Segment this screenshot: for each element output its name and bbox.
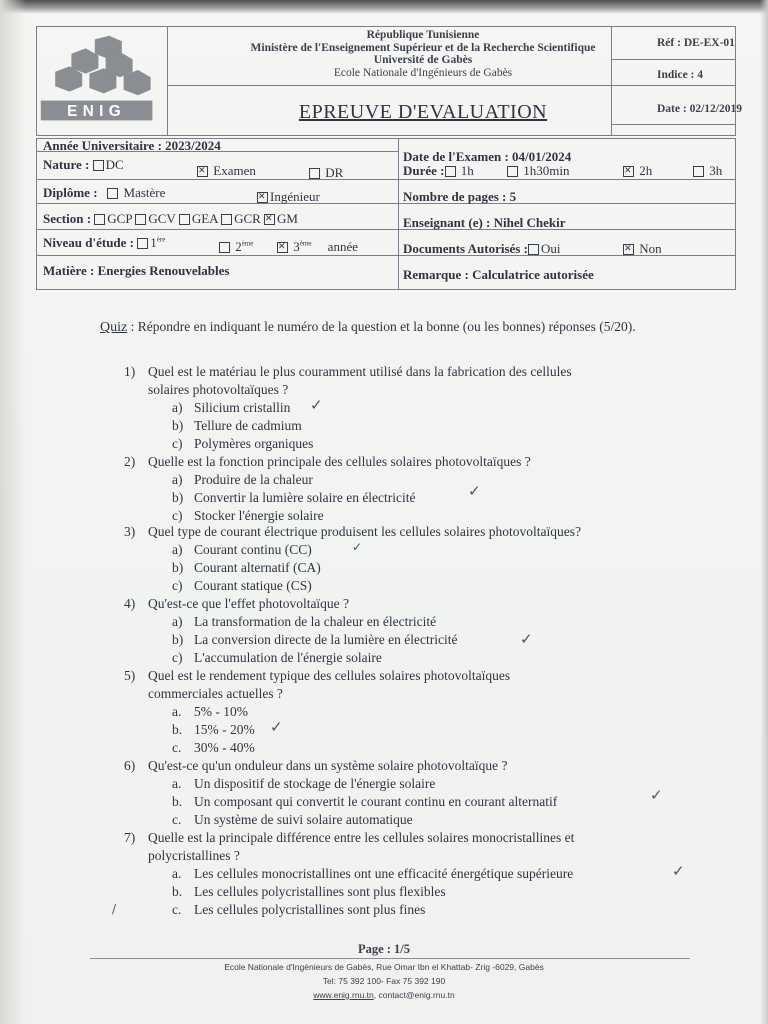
check-mark: ✓ bbox=[352, 540, 363, 554]
duree-label: Durée : bbox=[403, 163, 445, 178]
option-marker: b) bbox=[172, 560, 184, 575]
footer-rule bbox=[90, 958, 690, 959]
question-text: Quelle est la principale différence entre les cellules solaires monocristallines et bbox=[148, 830, 575, 845]
niveau-1-label: 1 bbox=[150, 235, 157, 250]
ministry-line: Ministère de l'Enseignement Supérieur et de la Recherche Scientifique bbox=[250, 41, 596, 54]
option-text[interactable]: Un dispositif de stockage de l'énergie solaire bbox=[194, 776, 436, 791]
enseignant: Enseignant (e) : Nihel Chekir bbox=[403, 215, 566, 230]
gcv-checkbox[interactable] bbox=[135, 214, 146, 225]
matiere: Matière : Energies Renouvelables bbox=[43, 263, 230, 278]
nature-label: Nature : bbox=[43, 157, 90, 172]
question-text: Quel est le rendement typique des cellules solaires photovoltaïques bbox=[148, 668, 511, 683]
option-text[interactable]: Convertir la lumière solaire en électricité bbox=[194, 490, 416, 505]
duree-1h-checkbox[interactable] bbox=[445, 166, 456, 177]
option-marker: a. bbox=[172, 866, 182, 881]
ref-code: Réf : DE-EX-01 bbox=[657, 37, 735, 49]
option-text[interactable]: Courant continu (CC) bbox=[194, 542, 312, 557]
ingenieur-checkbox[interactable] bbox=[257, 192, 268, 203]
option-marker: c) bbox=[172, 508, 183, 523]
ministry-line: Ecole Nationale d'Ingénieurs de Gabès bbox=[333, 66, 513, 79]
niveau-row bbox=[43, 235, 165, 251]
indice: Indice : 4 bbox=[657, 69, 703, 81]
option-text[interactable]: 15% - 20% bbox=[194, 722, 255, 737]
check-mark: ✓ bbox=[310, 396, 323, 414]
exam-header bbox=[36, 26, 742, 136]
option-text[interactable]: Produire de la chaleur bbox=[194, 472, 313, 487]
duree-3h-checkbox[interactable] bbox=[693, 166, 704, 177]
question-number: 3) bbox=[124, 524, 136, 539]
question-text: Qu'est-ce qu'un onduleur dans un système solaire photovoltaïque ? bbox=[148, 758, 508, 773]
dc-label: DC bbox=[105, 157, 124, 172]
duree-1h-label: 1h bbox=[460, 163, 474, 178]
gm-label: GM bbox=[277, 211, 298, 226]
option-text[interactable]: Courant statique (CS) bbox=[194, 578, 312, 593]
question-text: solaires photovoltaïques ? bbox=[148, 382, 289, 397]
gcp-checkbox[interactable] bbox=[94, 214, 105, 225]
question-number: 7) bbox=[124, 830, 136, 845]
duree-2h-option bbox=[623, 163, 652, 179]
footer-tel: Tel: 75 392 100- Fax 75 392 190 bbox=[322, 976, 446, 986]
pen-mark: / bbox=[112, 902, 117, 916]
mastere-checkbox[interactable] bbox=[107, 188, 118, 199]
option-text[interactable]: Courant alternatif (CA) bbox=[194, 560, 321, 575]
ministry-line: Université de Gabès bbox=[373, 54, 473, 66]
option-text[interactable]: La conversion directe de la lumière en électricité bbox=[194, 632, 458, 647]
nature-row bbox=[43, 157, 124, 173]
option-text[interactable]: Un système de suivi solaire automatique bbox=[194, 812, 413, 827]
examen-option bbox=[197, 163, 256, 179]
enig-logo bbox=[39, 29, 165, 129]
quiz-label: Quiz bbox=[100, 320, 128, 335]
option-text[interactable]: Tellure de cadmium bbox=[194, 418, 302, 433]
option-marker: b) bbox=[172, 632, 184, 647]
option-text[interactable]: Les cellules monocristallines ont une efficacité énergétique supérieure bbox=[194, 866, 574, 881]
niveau-2-option bbox=[219, 239, 253, 255]
option-text[interactable]: 5% - 10% bbox=[194, 704, 248, 719]
option-text[interactable]: Les cellules polycristallines sont plus flexibles bbox=[194, 884, 446, 899]
header-date: Date : 02/12/2019 bbox=[657, 103, 742, 115]
option-marker: a. bbox=[172, 776, 182, 791]
dc-checkbox[interactable] bbox=[93, 160, 104, 171]
niveau-3-checkbox[interactable] bbox=[277, 242, 288, 253]
option-marker: b) bbox=[172, 490, 184, 505]
scan-edge bbox=[760, 0, 768, 1024]
question-number: 6) bbox=[124, 758, 136, 773]
question-number: 2) bbox=[124, 454, 136, 469]
gm-checkbox[interactable] bbox=[264, 214, 275, 225]
question-text: Quel type de courant électrique produisent les cellules solaires photovoltaïques? bbox=[148, 524, 581, 539]
documents-label: Documents Autorisés : bbox=[403, 241, 528, 256]
ingenieur-option bbox=[257, 189, 320, 205]
remarque: Remarque : Calculatrice autorisée bbox=[403, 267, 594, 282]
gcr-label: GCR bbox=[234, 211, 261, 226]
section-label: Section : bbox=[43, 211, 92, 226]
niveau-3-sup: ème bbox=[299, 239, 312, 248]
check-mark: ✓ bbox=[672, 862, 685, 880]
gea-label: GEA bbox=[191, 211, 218, 226]
footer-website-link[interactable]: www.enig.rnu.tn bbox=[313, 990, 374, 1000]
niveau-2-checkbox[interactable] bbox=[219, 242, 230, 253]
duree-1h30-checkbox[interactable] bbox=[507, 166, 518, 177]
footer-contact: , contact@enig.rnu.tn bbox=[373, 990, 455, 1000]
duree-1h30-label: 1h30min bbox=[523, 163, 570, 178]
documents-row bbox=[403, 241, 560, 257]
option-marker: a) bbox=[172, 614, 183, 629]
option-marker: c. bbox=[172, 902, 182, 917]
option-marker: a) bbox=[172, 400, 183, 415]
ministry-block bbox=[203, 29, 643, 79]
examen-label: Examen bbox=[213, 163, 256, 178]
examen-checkbox[interactable] bbox=[197, 166, 208, 177]
option-marker: c. bbox=[172, 740, 182, 755]
ministry-line: République Tunisienne bbox=[366, 29, 480, 41]
duree-1h30-option bbox=[507, 163, 569, 179]
check-mark: ✓ bbox=[520, 630, 533, 648]
niveau-label: Niveau d'étude : bbox=[43, 235, 134, 250]
scan-shadow bbox=[0, 0, 768, 14]
option-marker: c) bbox=[172, 650, 183, 665]
dr-label: DR bbox=[325, 165, 344, 180]
option-text[interactable]: Silicium cristallin bbox=[194, 400, 291, 415]
check-mark: ✓ bbox=[270, 718, 283, 736]
gcp-label: GCP bbox=[107, 211, 133, 226]
option-marker: a. bbox=[172, 704, 182, 719]
option-text[interactable]: L'accumulation de l'énergie solaire bbox=[194, 650, 382, 665]
option-marker: a) bbox=[172, 542, 183, 557]
option-text[interactable]: Polymères organiques bbox=[194, 436, 314, 451]
option-marker: c. bbox=[172, 812, 182, 827]
duree-3h-label: 3h bbox=[709, 163, 723, 178]
diplome-row bbox=[43, 185, 165, 201]
question-number: 4) bbox=[124, 596, 136, 611]
documents-non-checkbox[interactable] bbox=[623, 244, 634, 255]
duree-2h-checkbox[interactable] bbox=[623, 166, 634, 177]
option-text[interactable]: Un composant qui convertit le courant continu en courant alternatif bbox=[194, 794, 558, 809]
ingenieur-label: Ingénieur bbox=[270, 189, 320, 204]
question-text: Qu'est-ce que l'effet photovoltaïque ? bbox=[148, 596, 350, 611]
page-title: EPREUVE D'EVALUATION bbox=[298, 101, 548, 123]
niveau-1-checkbox[interactable] bbox=[137, 238, 148, 249]
question-text: polycristallines ? bbox=[148, 848, 240, 863]
documents-non-option bbox=[623, 241, 662, 257]
duree-3h-option bbox=[693, 163, 722, 179]
footer-web bbox=[0, 990, 768, 1000]
option-marker: b) bbox=[172, 418, 184, 433]
section-row bbox=[43, 211, 298, 227]
dr-checkbox[interactable] bbox=[309, 168, 320, 179]
option-marker: a) bbox=[172, 472, 183, 487]
option-text[interactable]: 30% - 40% bbox=[194, 740, 255, 755]
question-number: 5) bbox=[124, 668, 136, 683]
check-mark: ✓ bbox=[650, 786, 663, 804]
question-text: Quel est le matériau le plus couramment utilisé dans la fabrication des cellules bbox=[148, 364, 572, 379]
footer-address: Ecole Nationale d'Ingénieurs de Gabès, Rue Omar Ibn el Khattab- Zrig -6029, Gabès bbox=[224, 962, 544, 972]
check-mark: ✓ bbox=[468, 482, 481, 500]
question-number: 1) bbox=[124, 364, 136, 379]
documents-non-label: Non bbox=[639, 241, 662, 256]
exam-info-table bbox=[36, 138, 736, 290]
gea-checkbox[interactable] bbox=[179, 214, 190, 225]
question-text: commerciales actuelles ? bbox=[148, 686, 283, 701]
option-text[interactable]: Stocker l'énergie solaire bbox=[194, 508, 324, 523]
nombre-pages: Nombre de pages : 5 bbox=[403, 189, 517, 204]
scan-shade bbox=[0, 0, 26, 1024]
niveau-3-label: 3 bbox=[293, 239, 300, 254]
niveau-2-label: 2 bbox=[235, 239, 242, 254]
dr-option bbox=[309, 165, 343, 181]
niveau-3-option bbox=[277, 239, 358, 255]
option-marker: b. bbox=[172, 884, 183, 899]
option-text[interactable]: La transformation de la chaleur en électricité bbox=[194, 614, 437, 629]
logo-text: ENIG bbox=[67, 102, 127, 120]
diplome-label: Diplôme : bbox=[43, 185, 98, 200]
gcr-checkbox[interactable] bbox=[221, 214, 232, 225]
gcv-label: GCV bbox=[148, 211, 176, 226]
option-marker: b. bbox=[172, 722, 183, 737]
annee-universitaire: Année Universitaire : 2023/2024 bbox=[43, 138, 221, 153]
page-number: Page : 1/5 bbox=[357, 942, 411, 956]
niveau-annee: année bbox=[327, 239, 358, 254]
duree-row bbox=[403, 163, 474, 179]
mastere-label: Mastère bbox=[123, 185, 166, 200]
niveau-2-sup: ème bbox=[241, 239, 254, 248]
duree-2h-label: 2h bbox=[639, 163, 653, 178]
option-marker: c) bbox=[172, 578, 183, 593]
option-marker: c) bbox=[172, 436, 183, 451]
quiz-instruction: : Répondre en indiquant le numéro de la question et la bonne (ou les bonnes) réponses (5/20). bbox=[127, 319, 636, 334]
option-text[interactable]: Les cellules polycristallines sont plus fines bbox=[194, 902, 426, 917]
option-marker: b. bbox=[172, 794, 183, 809]
date-examen: Date de l'Examen : 04/01/2024 bbox=[403, 149, 572, 164]
question-text: Quelle est la fonction principale des cellules solaires photovoltaïques ? bbox=[148, 454, 531, 469]
quiz-intro bbox=[100, 318, 660, 336]
documents-oui-checkbox[interactable] bbox=[528, 244, 539, 255]
documents-oui-label: Oui bbox=[540, 241, 561, 256]
niveau-1-sup: ère bbox=[156, 235, 166, 244]
